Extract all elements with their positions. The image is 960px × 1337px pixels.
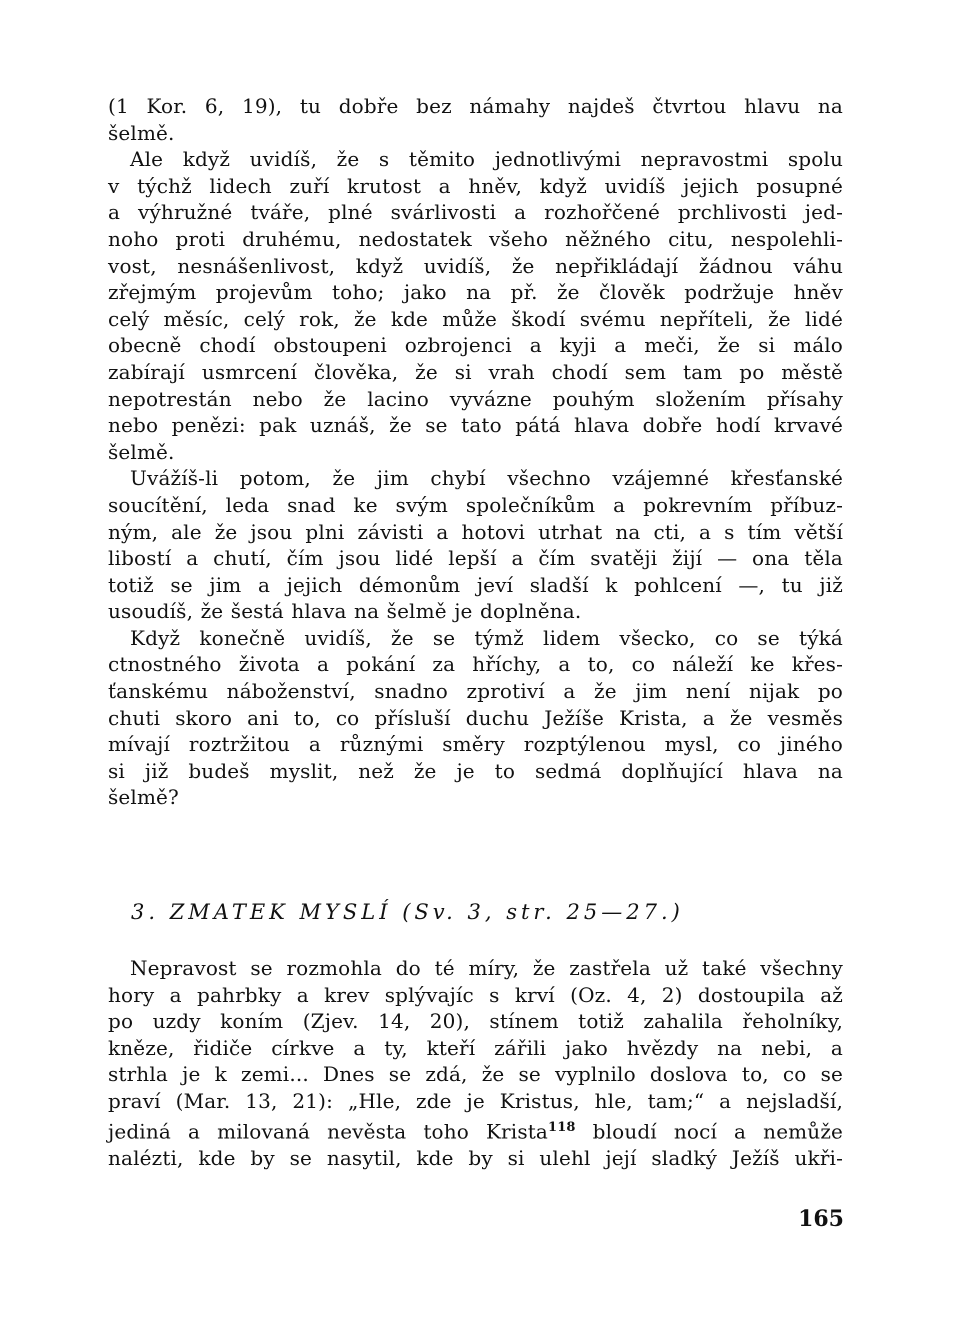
text-line-with-footnote: [108, 1115, 843, 1145]
text-line: Uvážíš-li potom, že jim chybí všechno vzájemné křesťanské: [130, 466, 843, 491]
text-line: soucítění, leda snad ke svým společníkům a pokrevním příbuz-: [108, 492, 843, 517]
page-number: 165: [798, 1206, 844, 1232]
text-line: Nepravost se rozmohla do té míry, že zastřela už také všechny: [130, 956, 843, 980]
text-line: v týchž lidech zuří krutost a hněv, když uvidíš jejich posupné: [108, 173, 843, 198]
text-line: šelmě?: [108, 785, 179, 810]
text-line: ným, ale že jsou plni závisti a hotovi utrhat na cti, a s tím větší: [108, 519, 843, 544]
text-line: Když konečně uvidíš, že se týmž lidem všecko, co se týká: [130, 625, 843, 650]
text-line: totiž se jim a jejich démonům jeví sladší k pohlcení —, tu již: [108, 572, 843, 597]
text-line: (1 Kor. 6, 19), tu dobře bez námahy najdeš čtvrtou hlavu na: [108, 94, 843, 118]
text-line: praví (Mar. 13, 21): „Hle, zde je Kristus, hle, tam;“ a nejsladší,: [108, 1088, 843, 1113]
text-line: si již budeš myslit, než že je to sedmá doplňující hlava na: [108, 758, 843, 783]
footnote-reference: 118: [548, 1119, 576, 1135]
text-line: obecně chodí obstoupeni ozbrojenci a kyji a meči, že si málo: [108, 333, 843, 358]
text-segment: bloudí nocí a nemůže: [575, 1119, 844, 1144]
text-line: nepotrestán nebo že lacino vyvázne pouhým složením přísahy: [108, 386, 843, 411]
text-line: nebo penězi: pak uznáš, že se tato pátá hlava dobře hodí krvavé: [108, 413, 843, 438]
body-text-top: [108, 93, 843, 811]
text-line: šelmě.: [108, 120, 175, 145]
text-line: mívají roztržitou a různými směry rozptýlenou mysl, co jiného: [108, 732, 843, 757]
body-text-bottom: [108, 955, 843, 1171]
text-line: vost, nesnášenlivost, když uvidíš, že nepřikládají žádnou váhu: [108, 253, 843, 278]
text-line: a výhružné tváře, plné svárlivosti a rozhořčené prchlivosti jed-: [108, 200, 843, 225]
text-line: strhla je k zemi... Dnes se zdá, že se vyplnilo doslova to, co se: [108, 1062, 843, 1087]
text-segment: jediná a milovaná nevěsta toho Krista: [108, 1119, 548, 1144]
text-line: Ale když uvidíš, že s těmito jednotlivými nepravostmi spolu: [130, 147, 843, 172]
text-line: šelmě.: [108, 439, 175, 464]
section-heading: 3. ZMATEK MYSLÍ (Sv. 3, str. 25—27.): [131, 900, 684, 924]
text-line: nalézti, kde by se nasytil, kde by si ulehl její sladký Ježíš ukři-: [108, 1145, 843, 1170]
text-line: libostí a chutí, čím jsou lidé lepší a čím svatěji žijí — ona těla: [108, 546, 843, 571]
text-line: celý měsíc, celý rok, že kde může škodí svému nepříteli, že lidé: [108, 306, 843, 331]
text-line: hory a pahrbky a krev splývajíc s krví (Oz. 4, 2) dostoupila až: [108, 982, 843, 1007]
text-line: ťanskému náboženství, snadno zprotiví a že jim není nijak po: [108, 679, 843, 704]
text-line: ctnostného života a pokání za hříchy, a to, co náleží ke křes-: [108, 652, 843, 677]
text-line: zabírají usmrcení člověka, že si vrah chodí sem tam po městě: [108, 359, 843, 384]
text-line: noho proti druhému, nedostatek všeho něžného citu, nespolehli-: [108, 226, 843, 251]
text-line: po uzdy koním (Zjev. 14, 20), stínem totiž zahalila řeholníky,: [108, 1009, 843, 1034]
text-line: kněze, řidiče církve a ty, kteří zářili jako hvězdy na nebi, a: [108, 1035, 843, 1060]
text-line: usoudíš, že šestá hlava na šelmě je doplněna.: [108, 599, 582, 624]
text-line: chuti skoro ani to, co přísluší duchu Ježíše Krista, a že vesměs: [108, 705, 843, 730]
text-line: zřejmým projevům toho; jako na př. že člověk podržuje hněv: [108, 280, 843, 305]
